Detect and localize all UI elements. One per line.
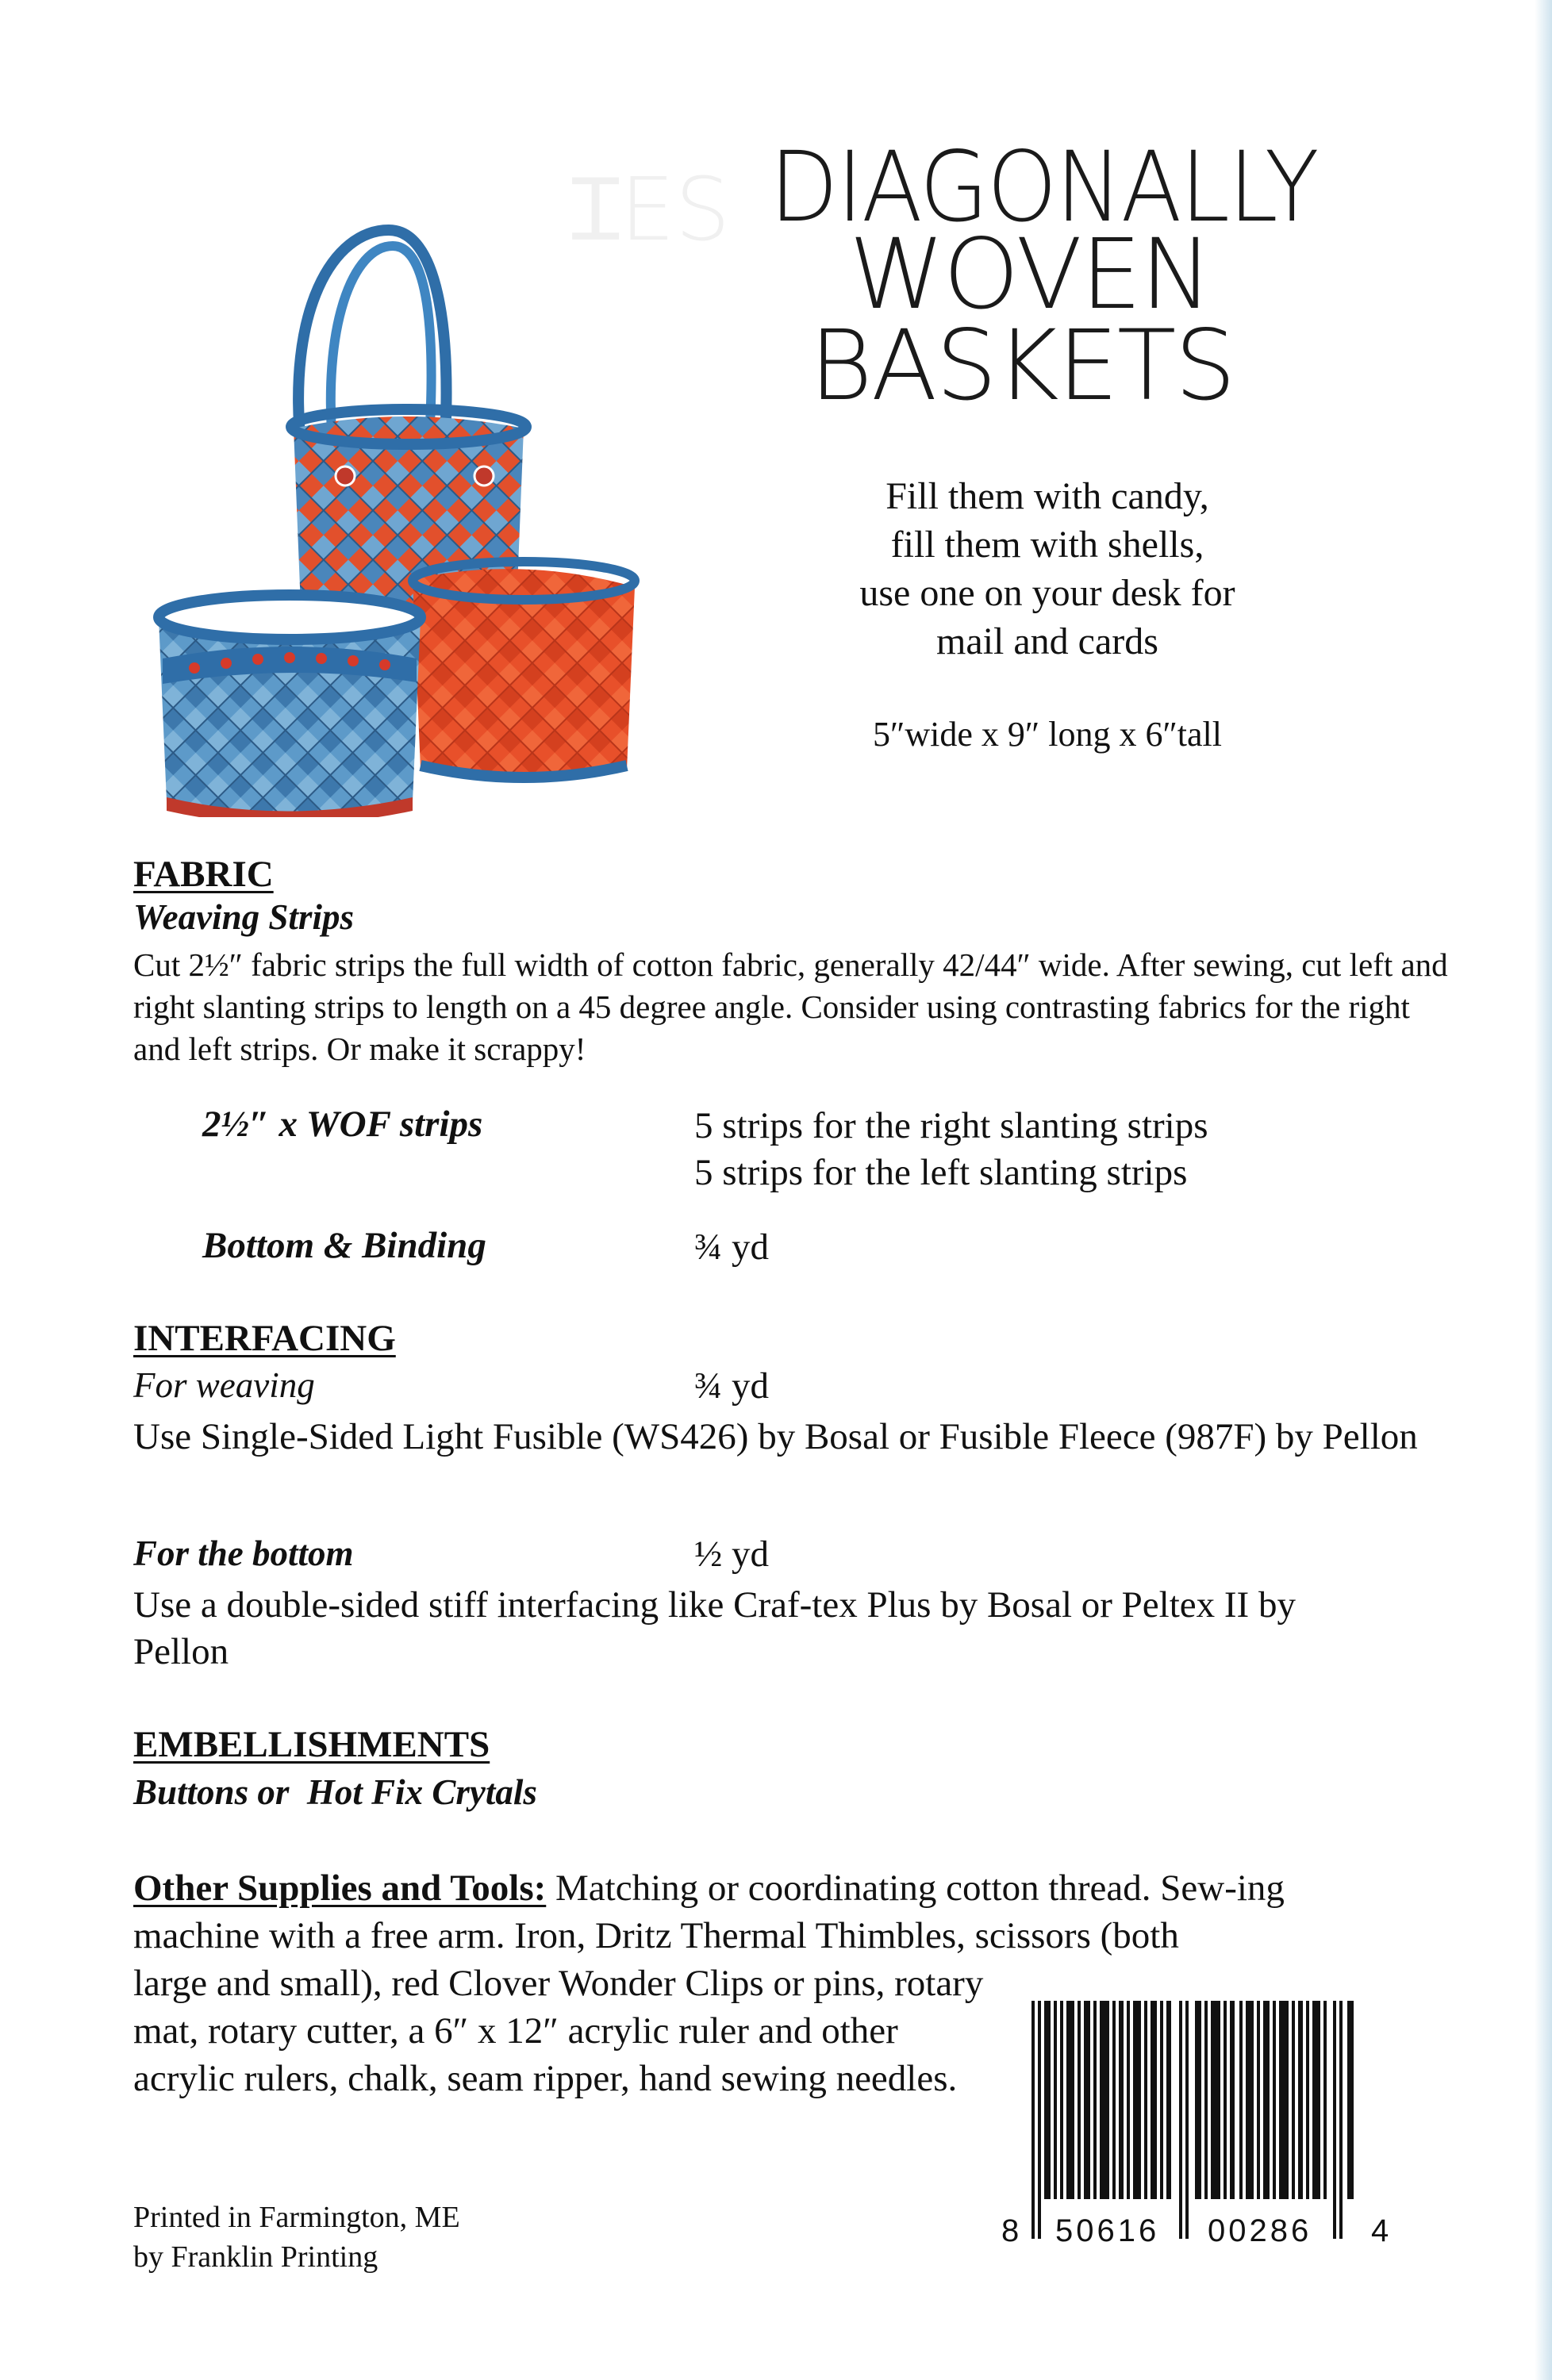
printer-credit bbox=[133, 2198, 460, 2277]
embellishments-heading: EMBELLISHMENTS bbox=[133, 1724, 490, 1765]
other-supplies-heading: Other Supplies and Tools: bbox=[133, 1868, 547, 1909]
page-edge bbox=[1535, 0, 1552, 2380]
baskets-photo bbox=[151, 214, 674, 817]
title-line-2: WOVEN bbox=[849, 218, 1212, 331]
bottom-interfacing-description: Use a double-sided stiff interfacing like Craf-tex Plus by Bosal or Peltex II by Pellon bbox=[133, 1584, 1296, 1672]
tagline bbox=[793, 472, 1301, 666]
embellishments-description: Buttons or Hot Fix Crytals bbox=[133, 1772, 537, 1812]
title-line-3: BASKETS bbox=[809, 309, 1235, 422]
for-weaving-amount: ¾ yd bbox=[694, 1365, 769, 1407]
interfacing-heading: INTERFACING bbox=[133, 1318, 396, 1359]
for-the-bottom-amount: ½ yd bbox=[694, 1534, 769, 1575]
barcode-digit-first: 8 bbox=[1001, 2213, 1020, 2248]
title-line-1: DIAGONALLY bbox=[770, 131, 1318, 244]
other-supplies-text-continued: large and small), red Clover Wonder Clips or pins, rotary mat, rotary cutter, a 6″ x 12″ acrylic ruler and other acrylic rulers, chalk, seam ripper, hand sewing needles. bbox=[133, 1963, 984, 2099]
tagline-line: fill them with shells, bbox=[890, 524, 1204, 566]
strips-label: 2½″ x WOF strips bbox=[202, 1104, 483, 1145]
barcode-digits-right: 00286 bbox=[1208, 2213, 1312, 2248]
tagline-line: Fill them with candy, bbox=[885, 475, 1209, 517]
weaving-strips-subheading: Weaving Strips bbox=[133, 897, 354, 937]
bottom-binding-value: ¾ yd bbox=[694, 1226, 769, 1268]
faded-background-text: ꞮES bbox=[571, 159, 731, 260]
tagline-line: mail and cards bbox=[936, 620, 1158, 662]
weaving-interfacing-description: Use Single-Sided Light Fusible (WS426) by Bosal or Fusible Fleece (987F) by Pellon bbox=[133, 1416, 1418, 1457]
strips-value-right: 5 strips for the right slanting strips bbox=[694, 1105, 1208, 1146]
finished-dimensions: 5″wide x 9″ long x 6″tall bbox=[873, 715, 1222, 754]
printed-by: by Franklin Printing bbox=[133, 2240, 378, 2274]
barcode-digit-last: 4 bbox=[1371, 2213, 1389, 2248]
barcode bbox=[1031, 2001, 1358, 2239]
other-supplies-text: Matching or coordinating cotton thread. Sew-ing machine with a free arm. Iron, Dritz Thermal Thimbles, scissors (both bbox=[133, 1868, 1285, 1956]
printed-in: Printed in Farmington, ME bbox=[133, 2201, 460, 2234]
fabric-description: Cut 2½″ fabric strips the full width of cotton fabric, generally 42/44″ wide. After sewing, cut left and right slanting strips to length on a 45 degree angle. Consider using contrasting fabrics for the right and left strips. Or make it scrappy! bbox=[133, 946, 1448, 1067]
strips-value-left: 5 strips for the left slanting strips bbox=[694, 1152, 1188, 1193]
tagline-line: use one on your desk for bbox=[859, 572, 1235, 614]
for-the-bottom-label: For the bottom bbox=[133, 1534, 354, 1573]
barcode-digits-left: 50616 bbox=[1055, 2213, 1160, 2248]
fabric-heading: FABRIC bbox=[133, 854, 274, 895]
bottom-binding-label: Bottom & Binding bbox=[202, 1225, 486, 1266]
for-weaving-label: For weaving bbox=[133, 1365, 315, 1405]
